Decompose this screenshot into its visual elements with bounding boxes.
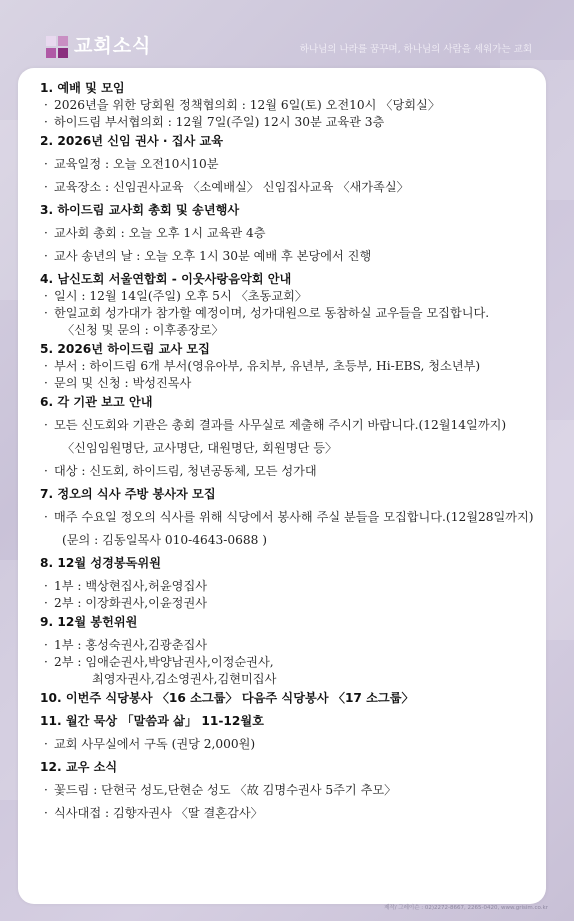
list-item: · 2부 : 임애순권사,박양남권사,이정순권사,: [40, 654, 544, 671]
list-item: · 교사회 총회 : 오늘 오후 1시 교육관 4층: [40, 225, 544, 242]
list-item: · 대상 : 신도회, 하이드림, 청년공동체, 모든 성가대: [40, 463, 544, 480]
list-item: · 일시 : 12월 14일(주일) 오후 5시 〈초동교회〉: [40, 288, 544, 305]
list-item: 〈신청 및 문의 : 이후종장로〉: [62, 323, 224, 337]
list-item: · 1부 : 백상현집사,허윤영집사: [40, 578, 544, 595]
list-item: · 부서 : 하이드림 6개 부서(영유아부, 유치부, 유년부, 초등부, Hi-EBS, 청소년부): [40, 358, 544, 375]
section-title: 2. 2026년 신임 권사 · 집사 교육: [40, 134, 224, 148]
section-title: 9. 12월 봉헌위원: [40, 615, 138, 629]
list-item: · 한일교회 성가대가 참가할 예정이며, 성가대원으로 동참하실 교우들을 모집합니다.: [40, 305, 544, 322]
list-item: · 교회 사무실에서 구독 (권당 2,000원): [40, 736, 544, 753]
section-title: 11. 월간 묵상 「말씀과 삶」 11-12월호: [40, 714, 264, 728]
list-item: · 꽃드림 : 단현국 성도,단현순 성도 〈故 김명수권사 5주기 추모〉: [40, 782, 544, 799]
list-item: · 교육일정 : 오늘 오전10시10분: [40, 156, 544, 173]
section-title: 5. 2026년 하이드림 교사 모집: [40, 342, 210, 356]
news-content: [40, 78, 544, 822]
squares-logo-icon: [46, 36, 68, 58]
header: [0, 0, 574, 66]
section-title: 8. 12월 성경봉독위원: [40, 556, 161, 570]
section-title: 1. 예배 및 모임: [40, 81, 125, 95]
section-title: 3. 하이드림 교사회 총회 및 송년행사: [40, 203, 240, 217]
list-item: · 하이드림 부서협의회 : 12월 7일(주일) 12시 30분 교육관 3층: [40, 114, 544, 131]
list-item: 〈신임임원명단, 교사명단, 대원명단, 회원명단 등〉: [62, 441, 338, 455]
section-title: 6. 각 기관 보고 안내: [40, 395, 153, 409]
list-item: · 2026년을 위한 당회원 정책협의회 : 12월 6일(토) 오전10시 〈당회실〉: [40, 97, 544, 114]
section-title: 10. 이번주 식당봉사 〈16 소그룹〉 다음주 식당봉사 〈17 소그룹〉: [40, 691, 414, 705]
footer-credit: 제작/ 그레이슨 : 02)2272-8667, 2265-0420, www.grisim.co.kr: [384, 905, 548, 911]
motto-text: 하나님의 나라를 꿈꾸며, 하나님의 사람을 세워가는 교회: [299, 44, 532, 55]
list-item: 최영자권사,김소영권사,김현미집사: [92, 672, 277, 686]
list-item: · 교육장소 : 신임권사교육 〈소예배실〉 신임집사교육 〈새가족실〉: [40, 179, 544, 196]
list-item: · 1부 : 홍성숙권사,김광춘집사: [40, 637, 544, 654]
list-item: (문의 : 김동일목사 010-4643-0688 ): [62, 533, 268, 547]
list-item: · 교사 송년의 날 : 오늘 오후 1시 30분 예배 후 본당에서 진행: [40, 248, 544, 265]
list-item: · 모든 신도회와 기관은 총회 결과를 사무실로 제출해 주시기 바랍니다.(12월14일까지): [40, 417, 544, 434]
list-item: · 식사대접 : 김향자권사 〈딸 결혼감사〉: [40, 805, 544, 822]
section-title: 12. 교우 소식: [40, 760, 118, 774]
section-title: 4. 남신도회 서울연합회 - 이웃사랑음악회 안내: [40, 272, 292, 286]
list-item: · 2부 : 이장화권사,이윤정권사: [40, 595, 544, 612]
list-item: · 문의 및 신청 : 박성진목사: [40, 375, 544, 392]
page-title: 교회소식: [74, 35, 152, 57]
list-item: · 매주 수요일 정오의 식사를 위해 식당에서 봉사해 주실 분들을 모집합니다.(12월28일까지): [40, 509, 544, 526]
section-title: 7. 정오의 식사 주방 봉사자 모집: [40, 487, 216, 501]
